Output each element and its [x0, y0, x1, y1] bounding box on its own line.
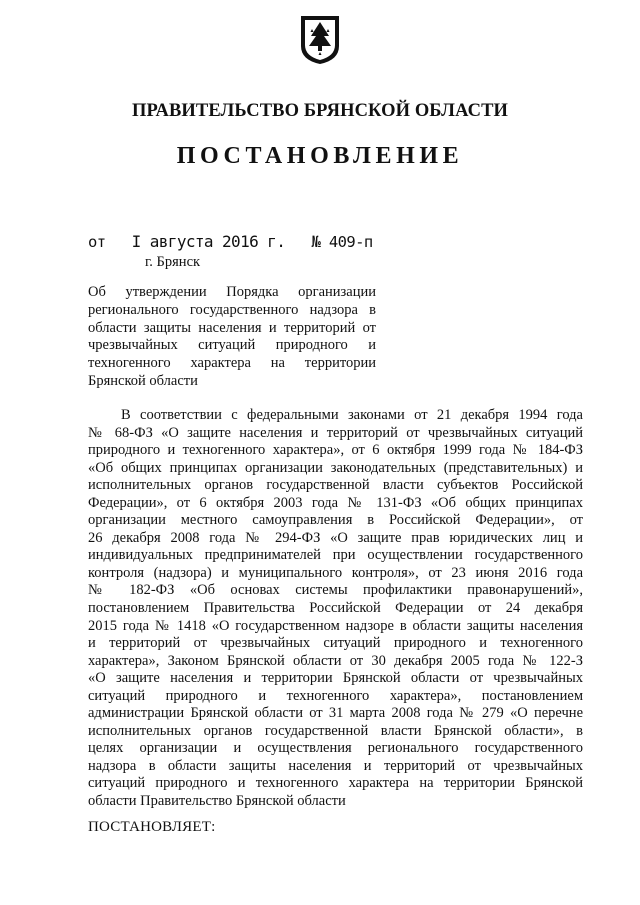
document-title: ПОСТАНОВЛЕНИЕ [176, 143, 464, 169]
document-number: № 409-п [311, 233, 373, 251]
from-label: от [88, 233, 106, 251]
subject-line: регионального государственного надзора в [88, 301, 376, 318]
subject-line: области защиты населения и территорий от [88, 319, 376, 336]
preamble-paragraph [88, 407, 583, 811]
body-line: природного и техногенного характера», от 6 октября 1999 года № 184-ФЗ [88, 442, 583, 459]
body-line: ситуаций природного и техногенного характера», постановлением [88, 687, 583, 704]
body-line: постановлением Правительства Российской Федерации от 24 декабря [88, 600, 583, 617]
body-line: 2015 года № 1418 «О государственном надзоре в области защиты населения [88, 617, 583, 634]
body-line: характера», Законом Брянской области от 30 декабря 2005 года № 122-З [88, 652, 583, 669]
body-line: организации местного самоуправления в Российской Федерации», от [88, 512, 583, 529]
body-line: целях организации и осуществления регионального государственного [88, 740, 583, 757]
body-line: контроля (надзора) и муниципального контроля», от 23 июня 2016 года [88, 564, 583, 581]
body-line: В соответствии с федеральными законами от 21 декабря 1994 года [121, 407, 583, 423]
body-line: области Правительство Брянской области [88, 793, 346, 810]
body-line: 26 декабря 2008 года № 294-ФЗ «О защите прав юридических лиц и [88, 529, 583, 546]
subject-line: техногенного характера на территории [88, 355, 376, 372]
body-line: Федерации», от 6 октября 2003 года № 131-ФЗ «Об общих принципах [88, 494, 583, 511]
date-line [88, 232, 373, 251]
body-line: «Об общих принципах организации законодательных (представительных) и [88, 459, 583, 476]
body-line: исполнительных органов государственной власти Брянской области», в [88, 722, 583, 739]
body-line: надзора в области защиты населения и территорий от чрезвычайных [88, 757, 583, 774]
subject-line: Об утверждении Порядка организации [88, 284, 376, 300]
body-line: администрации Брянской области от 31 марта 2008 года № 279 «О перечне [88, 705, 583, 722]
city: г. Брянск [145, 254, 201, 270]
subject-line: Брянской области [88, 372, 198, 389]
body-line: № 182-ФЗ «Об основах системы профилактики правонарушений», [88, 582, 583, 599]
government-name: ПРАВИТЕЛЬСТВО БРЯНСКОЙ ОБЛАСТИ [131, 101, 508, 121]
subject-line: чрезвычайных ситуаций природного и [88, 337, 376, 354]
body-line: «О защите населения и территории Брянской области от чрезвычайных [88, 670, 583, 687]
document-date: I августа 2016 г. [131, 232, 286, 251]
body-line: № 68-ФЗ «О защите населения и территорий от чрезвычайных ситуаций [88, 424, 583, 441]
body-line: индивидуальных предпринимателей при осуществлении государственного [88, 547, 583, 564]
document-subject [88, 284, 376, 391]
decree-word: ПОСТАНОВЛЯЕТ: [88, 819, 216, 835]
body-line: исполнительных органов государственной власти субъектов Российской [88, 477, 583, 494]
body-line: и территорий от чрезвычайных ситуаций природного и техногенного [88, 635, 583, 652]
body-line: ситуаций природного и техногенного характера на территории Брянской [88, 775, 583, 792]
coat-of-arms-icon [299, 14, 341, 66]
